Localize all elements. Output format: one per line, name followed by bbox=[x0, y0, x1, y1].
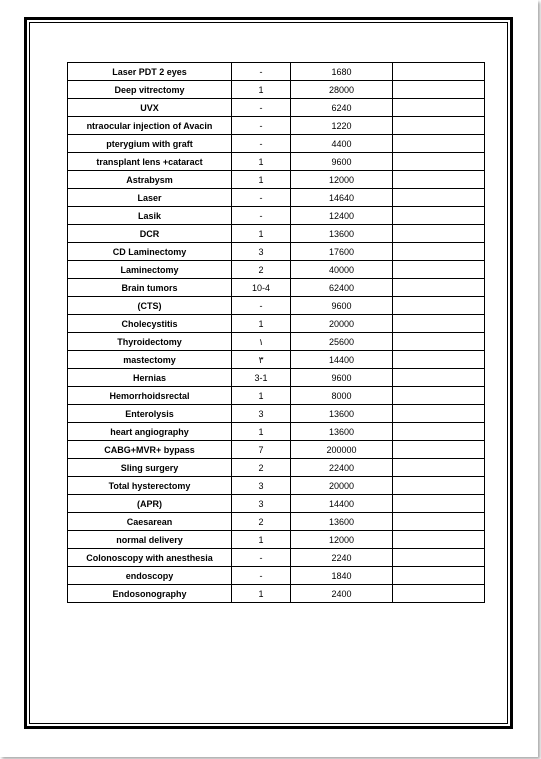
empty-cell bbox=[393, 315, 485, 333]
price-cell: 20000 bbox=[291, 315, 393, 333]
procedure-name-cell: Hemorrhoidsrectal bbox=[68, 387, 232, 405]
quantity-cell: 3 bbox=[232, 405, 291, 423]
empty-cell bbox=[393, 369, 485, 387]
price-cell: 25600 bbox=[291, 333, 393, 351]
empty-cell bbox=[393, 189, 485, 207]
quantity-cell: - bbox=[232, 567, 291, 585]
empty-cell bbox=[393, 171, 485, 189]
table-row bbox=[68, 531, 485, 549]
quantity-cell: - bbox=[232, 117, 291, 135]
table-row bbox=[68, 297, 485, 315]
empty-cell bbox=[393, 117, 485, 135]
empty-cell bbox=[393, 495, 485, 513]
quantity-cell: 3 bbox=[232, 495, 291, 513]
empty-cell bbox=[393, 405, 485, 423]
table-row bbox=[68, 495, 485, 513]
quantity-cell: 1 bbox=[232, 531, 291, 549]
price-cell: 4400 bbox=[291, 135, 393, 153]
empty-cell bbox=[393, 567, 485, 585]
quantity-cell: 2 bbox=[232, 513, 291, 531]
quantity-cell: 2 bbox=[232, 459, 291, 477]
empty-cell bbox=[393, 387, 485, 405]
price-cell: 28000 bbox=[291, 81, 393, 99]
empty-cell bbox=[393, 153, 485, 171]
procedure-name-cell: Brain tumors bbox=[68, 279, 232, 297]
empty-cell bbox=[393, 225, 485, 243]
procedure-name-cell: Thyroidectomy bbox=[68, 333, 232, 351]
quantity-cell: 1 bbox=[232, 171, 291, 189]
procedure-name-cell: Laminectomy bbox=[68, 261, 232, 279]
procedure-name-cell: Cholecystitis bbox=[68, 315, 232, 333]
table-row bbox=[68, 189, 485, 207]
empty-cell bbox=[393, 297, 485, 315]
procedure-name-cell: Total hysterectomy bbox=[68, 477, 232, 495]
quantity-cell: 1 bbox=[232, 81, 291, 99]
price-cell: 6240 bbox=[291, 99, 393, 117]
table-row bbox=[68, 477, 485, 495]
empty-cell bbox=[393, 351, 485, 369]
table-row bbox=[68, 243, 485, 261]
price-cell: 22400 bbox=[291, 459, 393, 477]
table-row bbox=[68, 171, 485, 189]
price-cell: 12000 bbox=[291, 531, 393, 549]
price-cell: 1840 bbox=[291, 567, 393, 585]
price-cell: 17600 bbox=[291, 243, 393, 261]
quantity-cell: 1 bbox=[232, 153, 291, 171]
procedure-name-cell: CABG+MVR+ bypass bbox=[68, 441, 232, 459]
procedure-name-cell: mastectomy bbox=[68, 351, 232, 369]
price-cell: 13600 bbox=[291, 405, 393, 423]
empty-cell bbox=[393, 423, 485, 441]
procedures-table bbox=[67, 62, 485, 603]
quantity-cell: - bbox=[232, 135, 291, 153]
table-row bbox=[68, 63, 485, 81]
price-cell: 2240 bbox=[291, 549, 393, 567]
price-cell: 13600 bbox=[291, 423, 393, 441]
procedure-name-cell: Laser bbox=[68, 189, 232, 207]
price-cell: 14640 bbox=[291, 189, 393, 207]
table-row bbox=[68, 423, 485, 441]
table-row bbox=[68, 369, 485, 387]
quantity-cell: ٣ bbox=[232, 351, 291, 369]
quantity-cell: 2 bbox=[232, 261, 291, 279]
table-row bbox=[68, 207, 485, 225]
price-cell: 40000 bbox=[291, 261, 393, 279]
empty-cell bbox=[393, 441, 485, 459]
procedure-name-cell: Endosonography bbox=[68, 585, 232, 603]
quantity-cell: ١ bbox=[232, 333, 291, 351]
table-row bbox=[68, 549, 485, 567]
quantity-cell: 1 bbox=[232, 387, 291, 405]
quantity-cell: - bbox=[232, 189, 291, 207]
quantity-cell: - bbox=[232, 549, 291, 567]
price-cell: 200000 bbox=[291, 441, 393, 459]
quantity-cell: 10-4 bbox=[232, 279, 291, 297]
empty-cell bbox=[393, 279, 485, 297]
table-row bbox=[68, 135, 485, 153]
table-row bbox=[68, 81, 485, 99]
procedure-name-cell: ntraocular injection of Avacin bbox=[68, 117, 232, 135]
table-row bbox=[68, 459, 485, 477]
procedure-name-cell: Colonoscopy with anesthesia bbox=[68, 549, 232, 567]
price-cell: 20000 bbox=[291, 477, 393, 495]
price-cell: 9600 bbox=[291, 297, 393, 315]
procedures-table-body bbox=[68, 63, 485, 603]
table-row bbox=[68, 513, 485, 531]
procedure-name-cell: DCR bbox=[68, 225, 232, 243]
procedure-name-cell: normal delivery bbox=[68, 531, 232, 549]
procedure-name-cell: Lasik bbox=[68, 207, 232, 225]
empty-cell bbox=[393, 243, 485, 261]
procedure-name-cell: Caesarean bbox=[68, 513, 232, 531]
empty-cell bbox=[393, 513, 485, 531]
price-cell: 2400 bbox=[291, 585, 393, 603]
empty-cell bbox=[393, 333, 485, 351]
price-cell: 62400 bbox=[291, 279, 393, 297]
quantity-cell: 1 bbox=[232, 315, 291, 333]
table-row bbox=[68, 567, 485, 585]
empty-cell bbox=[393, 63, 485, 81]
table-row bbox=[68, 387, 485, 405]
empty-cell bbox=[393, 477, 485, 495]
price-cell: 1680 bbox=[291, 63, 393, 81]
table-row bbox=[68, 441, 485, 459]
quantity-cell: 7 bbox=[232, 441, 291, 459]
quantity-cell: - bbox=[232, 63, 291, 81]
table-row bbox=[68, 351, 485, 369]
table-row bbox=[68, 117, 485, 135]
table-row bbox=[68, 225, 485, 243]
quantity-cell: 1 bbox=[232, 225, 291, 243]
procedure-name-cell: (CTS) bbox=[68, 297, 232, 315]
price-cell: 14400 bbox=[291, 351, 393, 369]
procedure-name-cell: pterygium with graft bbox=[68, 135, 232, 153]
procedure-name-cell: (APR) bbox=[68, 495, 232, 513]
price-cell: 14400 bbox=[291, 495, 393, 513]
procedure-name-cell: Hernias bbox=[68, 369, 232, 387]
empty-cell bbox=[393, 531, 485, 549]
price-cell: 9600 bbox=[291, 153, 393, 171]
procedure-name-cell: Laser PDT 2 eyes bbox=[68, 63, 232, 81]
price-cell: 9600 bbox=[291, 369, 393, 387]
quantity-cell: - bbox=[232, 99, 291, 117]
empty-cell bbox=[393, 81, 485, 99]
procedure-name-cell: Astrabysm bbox=[68, 171, 232, 189]
quantity-cell: 1 bbox=[232, 423, 291, 441]
empty-cell bbox=[393, 135, 485, 153]
quantity-cell: - bbox=[232, 207, 291, 225]
price-cell: 12000 bbox=[291, 171, 393, 189]
procedure-name-cell: Deep vitrectomy bbox=[68, 81, 232, 99]
table-row bbox=[68, 153, 485, 171]
empty-cell bbox=[393, 207, 485, 225]
table-row bbox=[68, 333, 485, 351]
procedure-name-cell: UVX bbox=[68, 99, 232, 117]
price-cell: 13600 bbox=[291, 513, 393, 531]
empty-cell bbox=[393, 585, 485, 603]
price-cell: 13600 bbox=[291, 225, 393, 243]
procedure-name-cell: heart angiography bbox=[68, 423, 232, 441]
procedure-name-cell: Enterolysis bbox=[68, 405, 232, 423]
empty-cell bbox=[393, 99, 485, 117]
quantity-cell: 3 bbox=[232, 477, 291, 495]
quantity-cell: - bbox=[232, 297, 291, 315]
empty-cell bbox=[393, 261, 485, 279]
price-cell: 8000 bbox=[291, 387, 393, 405]
table-row bbox=[68, 315, 485, 333]
procedure-name-cell: CD Laminectomy bbox=[68, 243, 232, 261]
procedure-name-cell: Sling surgery bbox=[68, 459, 232, 477]
procedure-name-cell: endoscopy bbox=[68, 567, 232, 585]
quantity-cell: 1 bbox=[232, 585, 291, 603]
price-cell: 1220 bbox=[291, 117, 393, 135]
quantity-cell: 3-1 bbox=[232, 369, 291, 387]
table-row bbox=[68, 405, 485, 423]
price-cell: 12400 bbox=[291, 207, 393, 225]
empty-cell bbox=[393, 459, 485, 477]
quantity-cell: 3 bbox=[232, 243, 291, 261]
procedure-name-cell: transplant lens +cataract bbox=[68, 153, 232, 171]
table-row bbox=[68, 585, 485, 603]
empty-cell bbox=[393, 549, 485, 567]
table-row bbox=[68, 261, 485, 279]
table-row bbox=[68, 279, 485, 297]
table-row bbox=[68, 99, 485, 117]
